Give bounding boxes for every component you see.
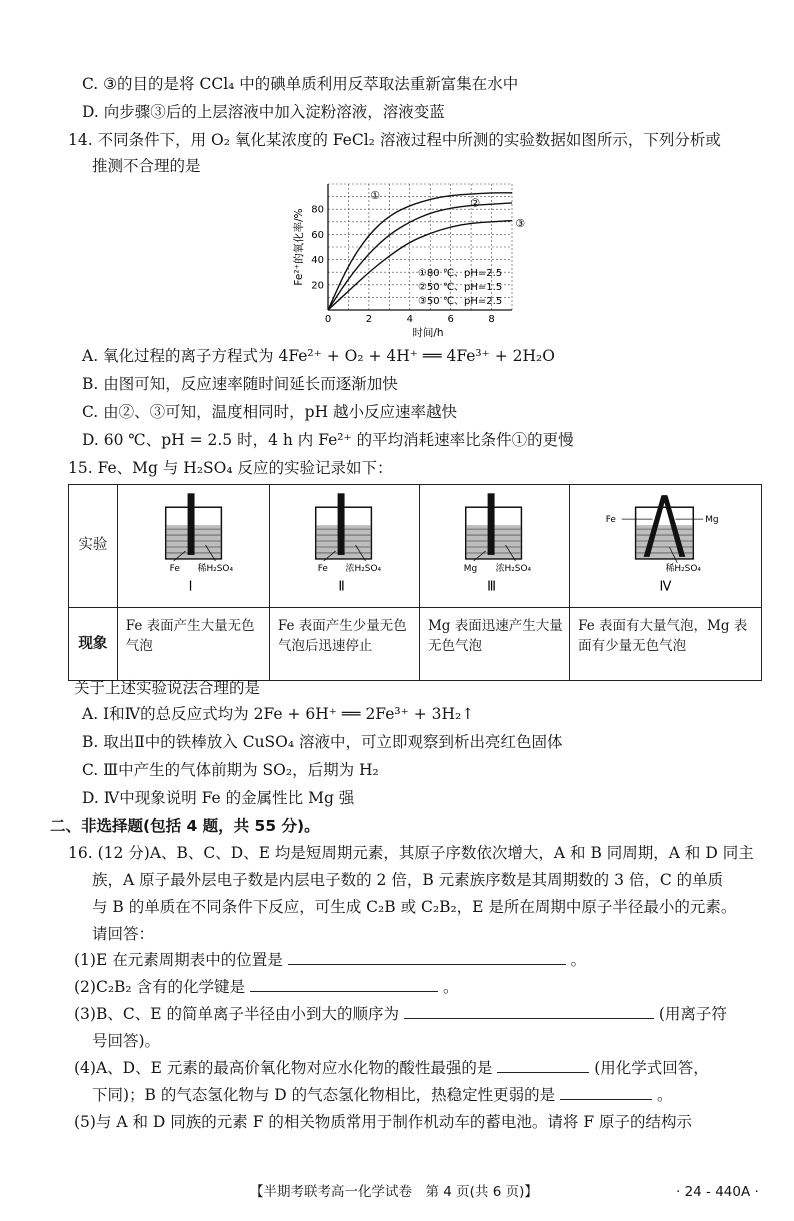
q16-sub3-cont: 号回答)。 (92, 1032, 161, 1050)
q14-option-a: A. 氧化过程的离子方程式为 4Fe²⁺ + O₂ + 4H⁺ ══ 4Fe³⁺ + 2H₂O (82, 347, 555, 365)
experiment-number: Ⅲ (487, 579, 497, 595)
q14-stem-line2: 推测不合理的是 (92, 157, 201, 175)
q16-sub1-end: 。 (570, 951, 587, 969)
q16-sub1 (74, 950, 586, 971)
answer-blank-1[interactable] (288, 950, 566, 965)
q16-sub2-end: 。 (442, 978, 459, 996)
y-tick-label: 20 (311, 280, 324, 292)
q16-sub4-note: (用化学式回答， (594, 1059, 709, 1077)
q15-option-c: C. Ⅲ中产生的气体前期为 SO₂，后期为 H₂ (82, 761, 379, 779)
x-tick-label: 6 (447, 314, 454, 325)
q16-sub4-text: (4)A、D、E 元素的最高价氧化物对应水化物的酸性最强的是 (74, 1059, 493, 1077)
q16-sub1-text: (1)E 在元素周期表中的位置是 (74, 951, 283, 969)
q16-stem-line4: 请回答： (92, 925, 155, 943)
electrode-label: Fe (317, 563, 328, 574)
q14-option-d: D. 60 ℃、pH = 2.5 时，4 h 内 Fe²⁺ 的平均消耗速率比条件①的更慢 (82, 431, 574, 449)
experiment-4 (570, 485, 762, 608)
section-heading: 二、非选择题(包括 4 题，共 55 分)。 (50, 817, 320, 835)
q14-option-c: C. 由②、③可知，温度相同时，pH 越小反应速率越快 (82, 403, 458, 421)
x-tick-label: 2 (365, 314, 373, 325)
experiment-3 (419, 485, 569, 608)
experiment-2 (269, 485, 419, 608)
row-header-experiment: 实验 (69, 485, 118, 608)
solution-label: 稀H₂SO₄ (665, 563, 702, 574)
electrode-label-right: Mg (705, 515, 719, 526)
q16-stem-line3: 与 B 的单质在不同条件下反应，可生成 C₂B 或 C₂B₂，E 是所在周期中原子半径最小的元素。 (92, 898, 737, 916)
phenomenon-row (69, 608, 762, 681)
experiment-table (68, 484, 762, 681)
answer-blank-3[interactable] (404, 1004, 654, 1019)
experiment-1 (117, 485, 269, 608)
q16-sub4-cont-text: 下同)；B 的气态氢化物与 D 的气态氢化物相比，热稳定性更弱的是 (92, 1086, 556, 1104)
q16-sub3-text: (3)B、C、E 的简单离子半径由小到大的顺序为 (74, 1005, 399, 1023)
q15-option-d: D. Ⅳ中现象说明 Fe 的金属性比 Mg 强 (82, 789, 355, 807)
q15-option-b: B. 取出Ⅱ中的铁棒放入 CuSO₄ 溶液中，可立即观察到析出亮红色固体 (82, 733, 563, 751)
q16-sub4-end: 。 (657, 1086, 673, 1104)
q16-sub2 (74, 977, 458, 998)
q16-sub3-note: (用离子符 (658, 1005, 727, 1023)
beaker-diagram-1 (118, 485, 269, 607)
experiment-row (69, 485, 762, 608)
y-tick-label: 80 (311, 204, 324, 216)
series-marker-3: ③ (515, 216, 526, 230)
q15-stem: 15. Fe、Mg 与 H₂SO₄ 反应的实验记录如下： (68, 459, 393, 477)
beaker-diagram-4 (570, 485, 761, 607)
electrode-label-left: Fe (605, 515, 617, 526)
q16-sub4 (74, 1058, 709, 1079)
x-tick-label: 8 (488, 314, 495, 325)
q16-sub2-text: (2)C₂B₂ 含有的化学键是 (74, 978, 246, 996)
x-tick-label: 4 (406, 314, 413, 325)
y-tick-label: 40 (311, 255, 324, 267)
experiment-number: Ⅳ (659, 579, 672, 595)
solution-label: 稀H₂SO₄ (197, 563, 233, 574)
q15-question: 关于上述实验说法合理的是 (74, 679, 261, 697)
electrode-label: Fe (169, 563, 180, 574)
x-axis-label: 时间/h (412, 327, 444, 339)
q16-sub3 (74, 1004, 727, 1025)
q16-sub5: (5)与 A 和 D 同族的元素 F 的相关物质常用于制作机动车的蓄电池。请将 F 原子的结构示 (74, 1113, 693, 1131)
beaker-diagram-3 (420, 485, 569, 607)
footer-title: 【半期考联考高一化学试卷 第 4 页(共 6 页)】 (250, 1184, 538, 1200)
fe-oxidation-chart (290, 172, 530, 342)
answer-blank-4b[interactable] (560, 1085, 652, 1100)
x-tick-label: 0 (324, 314, 332, 325)
phenomenon-3: Mg 表面迅速产生大量无色气泡 (419, 608, 569, 681)
legend-entry: ②50 ℃、pH=1.5 (417, 281, 503, 293)
answer-blank-4a[interactable] (497, 1058, 589, 1073)
q16-sub4-cont (92, 1085, 673, 1106)
phenomenon-1: Fe 表面产生大量无色气泡 (117, 608, 269, 681)
answer-blank-2[interactable] (250, 977, 438, 992)
q13-option-d: D. 向步骤③后的上层溶液中加入淀粉溶液，溶液变蓝 (82, 103, 445, 121)
phenomenon-2: Fe 表面产生少量无色气泡后迅速停止 (269, 608, 419, 681)
q14-option-b: B. 由图可知，反应速率随时间延长而逐渐加快 (82, 375, 398, 393)
q15-option-a: A. Ⅰ和Ⅳ的总反应式均为 2Fe + 6H⁺ ══ 2Fe³⁺ + 3H₂↑ (82, 705, 475, 723)
row-header-phenomenon: 现象 (69, 608, 118, 681)
q13-option-c: C. ③的目的是将 CCl₄ 中的碘单质利用反萃取法重新富集在水中 (82, 75, 519, 93)
series-line-2 (328, 203, 512, 310)
series-marker-1: ① (370, 189, 380, 203)
electrode-label: Mg (463, 563, 478, 574)
footer-code: · 24 - 440A · (676, 1184, 759, 1200)
q16-stem-line1: 16. (12 分)A、B、C、D、E 均是短周期元素，其原子序数依次增大，A 和 B 同周期，A 和 D 同主 (68, 844, 754, 862)
solution-label: 浓H₂SO₄ (495, 563, 532, 574)
legend-entry: ③50 ℃、pH=2.5 (417, 295, 503, 307)
solution-label: 浓H₂SO₄ (345, 563, 381, 574)
q14-stem-line1: 14. 不同条件下，用 O₂ 氧化某浓度的 FeCl₂ 溶液过程中所测的实验数据如图所示，下列分析或 (68, 131, 721, 149)
y-tick-label: 60 (311, 229, 324, 241)
phenomenon-4: Fe 表面有大量气泡，Mg 表面有少量无色气泡 (570, 608, 762, 681)
beaker-diagram-2 (270, 485, 419, 607)
series-marker-2: ② (470, 196, 481, 210)
experiment-number: Ⅱ (338, 579, 345, 595)
legend-entry: ①80 ℃、pH=2.5 (417, 267, 503, 279)
q16-stem-line2: 族，A 原子最外层电子数是内层电子数的 2 倍，B 元素族序数是其周期数的 3 倍，C 的单质 (92, 871, 724, 889)
experiment-number: Ⅰ (188, 579, 193, 595)
y-axis-label: Fe²⁺的氧化率/% (293, 208, 305, 286)
